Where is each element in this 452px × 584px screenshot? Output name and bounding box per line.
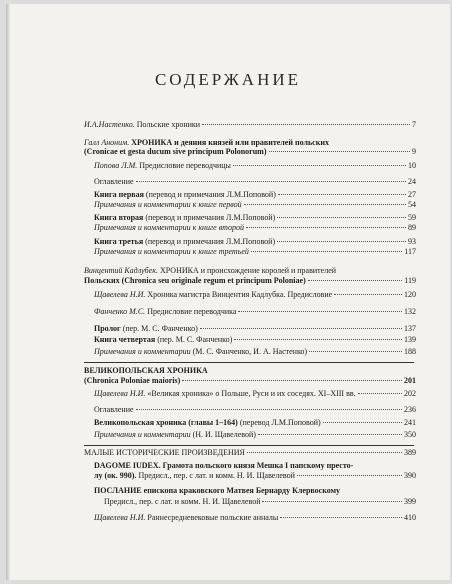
toc-page-number: 201: [404, 376, 416, 385]
toc-author: Щавелева Н.И.: [94, 389, 146, 398]
toc-author: Фанченко М.С.: [94, 307, 146, 316]
toc-page-number: 139: [404, 335, 416, 344]
leader-dots: [136, 409, 402, 410]
toc-text: (Cronicae et gesta ducum sive principum Polonorum): [84, 147, 267, 156]
toc-entry: [94, 335, 416, 345]
toc-page-number: 89: [408, 223, 416, 232]
toc-text: Предисл., пер. с лат. и комм. Н. И. Щавелевой: [136, 471, 295, 480]
toc-notes: Примечания и комментарии к книге второй: [94, 223, 244, 232]
toc-text: Оглавление: [94, 177, 134, 186]
toc-page-number: 188: [404, 347, 416, 356]
leader-dots: [323, 422, 402, 423]
toc-entry: [94, 213, 416, 223]
toc-text: Предисл., пер. с лат. и комм. Н. И. Щавелевой: [104, 497, 261, 506]
leader-dots: [234, 339, 402, 340]
leader-dots: [238, 311, 402, 312]
toc-page-number: 54: [408, 200, 416, 209]
leader-dots: [297, 475, 402, 476]
toc-page-number: 117: [404, 247, 416, 256]
toc-page-number: 410: [404, 513, 416, 522]
toc-text: Предисловие переводчика: [145, 307, 237, 316]
toc-section-title: МАЛЫЕ ИСТОРИЧЕСКИЕ ПРОИЗВЕДЕНИЯ: [84, 448, 245, 457]
toc-text: лу (ок. 990).: [94, 471, 137, 480]
toc-entry: [94, 347, 416, 357]
toc-page-number: 390: [404, 471, 416, 480]
toc-book-title: Книга первая: [94, 190, 144, 199]
toc-text: (пер. М. С. Фанченко): [155, 335, 233, 344]
toc-author: Галл Аноним.: [84, 138, 130, 147]
toc-text: «Великая хроника» о Польше, Руси и их соседях. XI–XIII вв.: [145, 389, 356, 398]
leader-dots: [200, 328, 402, 329]
toc-page-number: 202: [404, 389, 416, 398]
toc-entry: [94, 471, 416, 481]
toc-entry-line1: DAGOME IUDEX. Грамота польского князя Мешка I папскому престо-: [94, 461, 354, 470]
leader-dots: [308, 280, 403, 281]
toc-entry: [84, 120, 416, 130]
toc-notes: Примечания и комментарии: [94, 430, 191, 439]
toc-entry: [94, 223, 416, 233]
toc-entry-line1: ПОСЛАНИЕ епископа краковского Матвея Бернарду Клервоскому: [94, 486, 341, 495]
toc-entry: [94, 389, 416, 399]
toc-entry: [94, 237, 416, 247]
toc-entry: [94, 324, 416, 334]
toc-entry: [94, 430, 416, 440]
toc-text: (М. С. Фанченко, И. А. Настенко): [190, 347, 308, 356]
section-divider: [84, 445, 414, 446]
toc-page-number: 59: [408, 213, 416, 222]
toc-page-number: 236: [404, 405, 416, 414]
toc-entry: [94, 405, 416, 415]
leader-dots: [136, 181, 406, 182]
toc-notes: Примечания и комментарии: [94, 347, 191, 356]
toc-entry: [94, 290, 416, 300]
leader-dots: [262, 501, 402, 502]
book-page: [6, 4, 450, 580]
leader-dots: [309, 351, 402, 352]
toc-page-number: 120: [404, 290, 416, 299]
toc-notes: Примечания и комментарии к книге первой: [94, 200, 242, 209]
toc-entry-line1: [84, 266, 336, 276]
leader-dots: [358, 393, 402, 394]
toc-author: Щавелева Н.И.: [94, 290, 146, 299]
toc-entry: [94, 161, 416, 171]
leader-dots: [280, 517, 402, 518]
toc-entry: [94, 177, 416, 187]
toc-entry: [94, 190, 416, 200]
leader-dots: [277, 241, 406, 242]
leader-dots: [244, 204, 406, 205]
toc-entry: [84, 448, 416, 458]
toc-book-title: Книга вторая: [94, 213, 144, 222]
toc-entry: [94, 418, 416, 428]
page-title: СОДЕРЖАНИЕ: [154, 70, 302, 89]
toc-entry: [94, 247, 416, 257]
toc-text: (перевод Л.М.Поповой): [237, 418, 321, 427]
toc-page-number: 389: [404, 448, 416, 457]
toc-page-number: 241: [404, 418, 416, 427]
toc-entry: [84, 276, 416, 286]
toc-page-number: 9: [412, 147, 416, 156]
leader-dots: [182, 380, 402, 381]
toc-page-number: 350: [404, 430, 416, 439]
toc-page-number: 24: [408, 177, 416, 186]
toc-text: Предисловие переводчицы: [137, 161, 231, 170]
toc-page-number: 27: [408, 190, 416, 199]
toc-text: Хроника магистра Винцентия Кадлубка. Предисловие: [145, 290, 333, 299]
toc-text: ХРОНИКА и деяния князей или правителей польских: [129, 138, 329, 147]
table-of-contents: [6, 4, 450, 580]
toc-section-title: ВЕЛИКОПОЛЬСКАЯ ХРОНИКА: [84, 366, 208, 375]
toc-text: (перевод и примечания Л.М.Поповой): [143, 213, 276, 222]
toc-text: (Chronica Poloniae maioris): [84, 376, 181, 385]
toc-text: (перевод и примечания Л.М.Поповой): [143, 237, 276, 246]
leader-dots: [334, 294, 402, 295]
toc-text: Польские хроники: [134, 120, 201, 129]
toc-book-title: Великопольская хроника (главы 1–164): [94, 418, 238, 427]
leader-dots: [251, 251, 402, 252]
leader-dots: [246, 227, 406, 228]
toc-page-number: 399: [404, 497, 416, 506]
toc-notes: Примечания и комментарии к книге третьей: [94, 247, 249, 256]
toc-text: Раннесредневековые польские анналы: [145, 513, 279, 522]
toc-book-title: Пролог: [94, 324, 121, 333]
leader-dots: [258, 434, 402, 435]
toc-author: Винцентий Кадлубек.: [84, 266, 158, 275]
leader-dots: [247, 452, 402, 453]
leader-dots: [233, 165, 406, 166]
leader-dots: [269, 151, 410, 152]
toc-page-number: 132: [404, 307, 416, 316]
toc-text: (Н. И. Щавелевой): [190, 430, 256, 439]
toc-page-number: 7: [412, 120, 416, 129]
toc-entry: [94, 513, 416, 523]
leader-dots: [202, 124, 410, 125]
toc-entry: [94, 200, 416, 210]
toc-author: И.А.Настенко.: [84, 120, 135, 129]
toc-page-number: 10: [408, 161, 416, 170]
toc-text: (пер. М. С. Фанченко): [120, 324, 198, 333]
toc-entry: [104, 497, 416, 507]
toc-entry: [94, 307, 416, 317]
toc-page-number: 119: [404, 276, 416, 285]
toc-book-title: Книга четвертая: [94, 335, 156, 344]
leader-dots: [278, 194, 406, 195]
toc-author: Щавелева Н.И.: [94, 513, 146, 522]
toc-book-title: Книга третья: [94, 237, 144, 246]
toc-text: (перевод и примечания Л.М.Поповой): [143, 190, 276, 199]
toc-text: Оглавление: [94, 405, 134, 414]
toc-author: Попова Л.М.: [94, 161, 138, 170]
toc-text: ХРОНИКА и происхождение королей и правителей: [157, 266, 337, 275]
leader-dots: [277, 217, 406, 218]
section-divider: [84, 362, 414, 363]
toc-text: Польских (Chronica seu originale regum et principum Poloniae): [84, 276, 306, 285]
toc-page-number: 93: [408, 237, 416, 246]
toc-page-number: 137: [404, 324, 416, 333]
toc-entry: [84, 376, 416, 386]
toc-entry: [84, 147, 416, 157]
